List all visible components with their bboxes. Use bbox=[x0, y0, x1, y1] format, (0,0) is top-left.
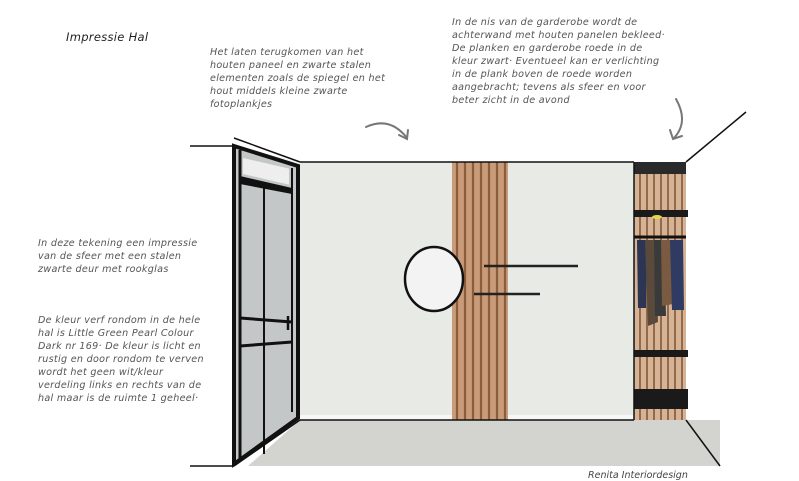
page-title: Impressie Hal bbox=[66, 30, 149, 44]
note-door: In deze tekening een impressie van de sfeer met een stalen zwarte deur met rookglas bbox=[38, 238, 198, 275]
note-wood-panel: Het laten terugkomen van het houten paneel en zwarte stalen elementen zoals de spiegel en het hout middels kleine zwarte fotoplankjes bbox=[210, 47, 386, 110]
round-mirror bbox=[405, 247, 463, 311]
floor bbox=[248, 420, 720, 466]
note-paint-color: De kleur verf rondom in de hele hal is Little Green Pearl Colour Dark nr 169· De kleur is licht en rustig en door rondom te verven wordt het geen wit/kleur verdeling links en rechts van de hal maar is de ruimte 1 geheel· bbox=[38, 315, 204, 404]
wardrobe-niche bbox=[634, 162, 688, 420]
note-wardrobe: In de nis van de garderobe wordt de achterwand met houten panelen bekleed· De planken en garderobe roede in de kleur zwart· Eventueel kan er verlichting in de plank boven de roede worden aangebracht; tevens als sfeer en voor beter zicht in de avond bbox=[452, 17, 665, 106]
designer-signature: Renita Interiordesign bbox=[588, 470, 688, 481]
arrow-icon bbox=[366, 123, 408, 139]
steel-door bbox=[234, 146, 298, 464]
arrow-icon-2 bbox=[670, 99, 682, 139]
